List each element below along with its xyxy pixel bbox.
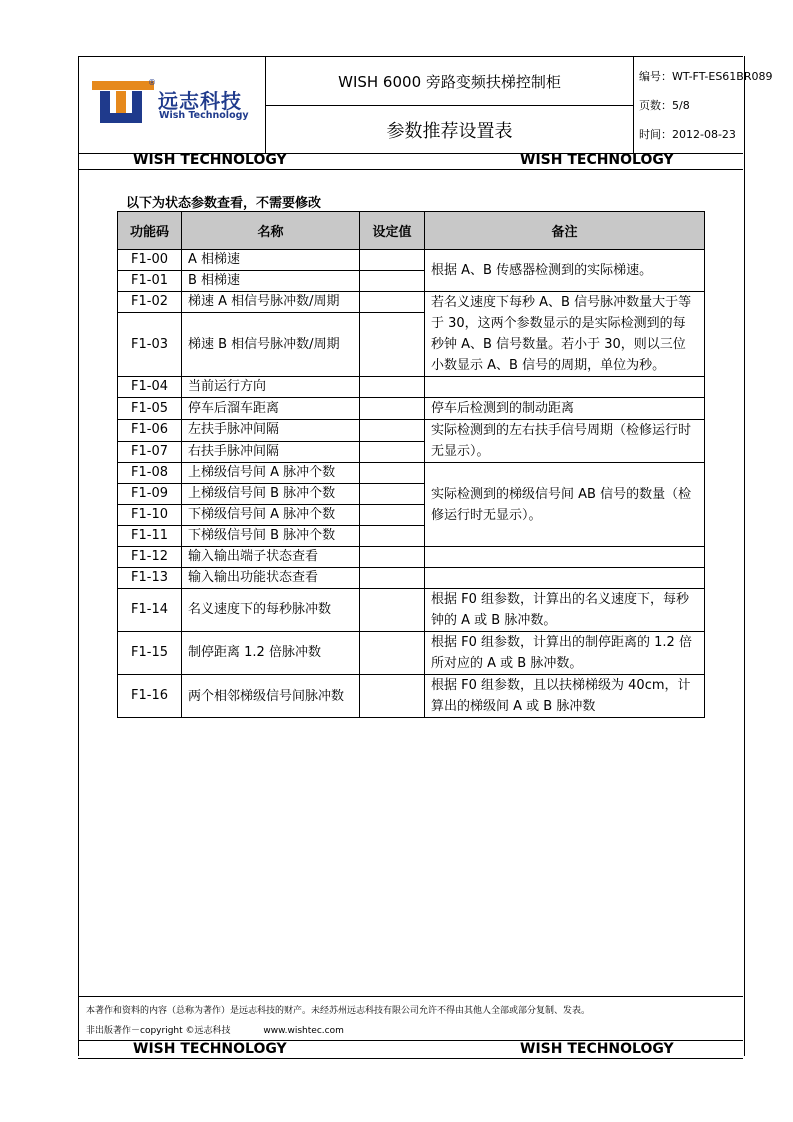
param-code: F1-01 [118, 271, 182, 292]
param-name: 下梯级信号间 B 脉冲个数 [182, 526, 360, 547]
param-value [360, 292, 425, 313]
param-value [360, 675, 425, 718]
param-value [360, 547, 425, 568]
copyright-notice: 本著作和资料的内容（总称为著作）是远志科技的财产。未经苏州远志科技有限公司允许不得由其他人全部或部分复制、发表。 [86, 1006, 591, 1016]
param-code: F1-14 [118, 589, 182, 632]
param-name: 制停距离 1.2 倍脉冲数 [182, 632, 360, 675]
param-remark: 根据 F0 组参数，计算出的名义速度下，每秒钟的 A 或 B 脉冲数。 [425, 589, 705, 632]
param-remark [425, 377, 705, 398]
brand-left: WISH TECHNOLOGY [133, 1041, 287, 1057]
table-row [118, 675, 705, 718]
param-name: B 相梯速 [182, 271, 360, 292]
param-remark [425, 568, 705, 589]
param-value [360, 420, 425, 442]
table-row [118, 377, 705, 398]
table-row [118, 398, 705, 420]
param-remark: 停车后检测到的制动距离 [425, 398, 705, 420]
param-value [360, 250, 425, 271]
param-remark: 根据 F0 组参数，计算出的制停距离的 1.2 倍所对应的 A 或 B 脉冲数。 [425, 632, 705, 675]
param-code: F1-15 [118, 632, 182, 675]
registered-mark: ® [148, 78, 156, 87]
table-row [118, 292, 705, 313]
param-remark: 实际检测到的梯级信号间 AB 信号的数量（检修运行时无显示）。 [425, 463, 705, 547]
parameter-table [117, 211, 705, 718]
copyright-line [86, 1023, 344, 1036]
param-name: 上梯级信号间 A 脉冲个数 [182, 463, 360, 484]
header-title-cell [266, 57, 634, 153]
col-header-remark: 备注 [425, 212, 705, 250]
param-value [360, 484, 425, 505]
page-number: 页数：5/8 [639, 99, 690, 112]
param-value [360, 589, 425, 632]
logo-english-name: Wish Technology [159, 110, 249, 121]
param-name: 停车后溜车距离 [182, 398, 360, 420]
header-meta [634, 57, 773, 153]
param-value [360, 463, 425, 484]
col-header-code: 功能码 [118, 212, 182, 250]
param-name: 上梯级信号间 B 脉冲个数 [182, 484, 360, 505]
col-header-value: 设定值 [360, 212, 425, 250]
param-name: 两个相邻梯级信号间脉冲数 [182, 675, 360, 718]
param-value [360, 505, 425, 526]
param-remark: 实际检测到的左右扶手信号周期（检修运行时无显示）。 [425, 420, 705, 463]
logo-cell [78, 57, 266, 153]
param-name: 输入输出端子状态查看 [182, 547, 360, 568]
copyright-footer [78, 996, 743, 1036]
param-code: F1-09 [118, 484, 182, 505]
document-title: WISH 6000 旁路变频扶梯控制柜 [266, 57, 633, 106]
table-row [118, 547, 705, 568]
param-code: F1-10 [118, 505, 182, 526]
param-code: F1-16 [118, 675, 182, 718]
copyright-text: 非出版著作－copyright ©远志科技 [86, 1026, 231, 1036]
param-code: F1-06 [118, 420, 182, 442]
brand-right: WISH TECHNOLOGY [520, 152, 674, 168]
param-code: F1-12 [118, 547, 182, 568]
table-row [118, 632, 705, 675]
document-header [78, 56, 773, 154]
document-subtitle: 参数推荐设置表 [386, 120, 513, 142]
table-row [118, 568, 705, 589]
param-remark: 根据 A、B 传感器检测到的实际梯速。 [425, 250, 705, 292]
param-code: F1-05 [118, 398, 182, 420]
table-row [118, 420, 705, 442]
param-name: A 相梯速 [182, 250, 360, 271]
param-name: 当前运行方向 [182, 377, 360, 398]
brand-right: WISH TECHNOLOGY [520, 1041, 674, 1057]
logo-chinese-name: 远志科技 [158, 89, 242, 113]
param-value [360, 398, 425, 420]
table-row [118, 589, 705, 632]
brand-row-bottom [78, 1040, 743, 1059]
param-name: 名义速度下的每秒脉冲数 [182, 589, 360, 632]
param-code: F1-08 [118, 463, 182, 484]
param-remark: 若名义速度下每秒 A、B 信号脉冲数量大于等于 30，这两个参数显示的是实际检测到的每秒钟 A、B 信号数量。若小于 30，则以三位小数显示 A、B 信号的周期，单位为秒。 [425, 292, 705, 377]
param-name: 左扶手脉冲间隔 [182, 420, 360, 442]
param-name: 梯速 A 相信号脉冲数/周期 [182, 292, 360, 313]
param-code: F1-03 [118, 313, 182, 377]
param-name: 下梯级信号间 A 脉冲个数 [182, 505, 360, 526]
param-name: 梯速 B 相信号脉冲数/周期 [182, 313, 360, 377]
param-code: F1-11 [118, 526, 182, 547]
param-value [360, 377, 425, 398]
param-code: F1-07 [118, 441, 182, 463]
param-value [360, 632, 425, 675]
table-row [118, 250, 705, 271]
param-value [360, 313, 425, 377]
param-value [360, 271, 425, 292]
param-name: 右扶手脉冲间隔 [182, 441, 360, 463]
brand-row-top [78, 152, 743, 170]
param-code: F1-02 [118, 292, 182, 313]
param-code: F1-13 [118, 568, 182, 589]
param-remark [425, 547, 705, 568]
doc-date: 时间：2012-08-23 [639, 128, 736, 141]
param-remark: 根据 F0 组参数，且以扶梯梯级为 40cm，计算出的梯级间 A 或 B 脉冲数 [425, 675, 705, 718]
param-value [360, 568, 425, 589]
section-note: 以下为状态参数查看，不需要修改 [126, 196, 322, 211]
website-link[interactable]: www.wishtec.com [263, 1026, 344, 1036]
doc-number: 编号：WT-FT-ES61BR089 [639, 70, 773, 83]
param-value [360, 441, 425, 463]
param-name: 输入输出功能状态查看 [182, 568, 360, 589]
brand-left: WISH TECHNOLOGY [133, 152, 287, 168]
table-header-row [118, 212, 705, 250]
wish-logo-icon [92, 79, 154, 125]
param-code: F1-00 [118, 250, 182, 271]
col-header-name: 名称 [182, 212, 360, 250]
param-value [360, 526, 425, 547]
param-code: F1-04 [118, 377, 182, 398]
table-row [118, 463, 705, 484]
